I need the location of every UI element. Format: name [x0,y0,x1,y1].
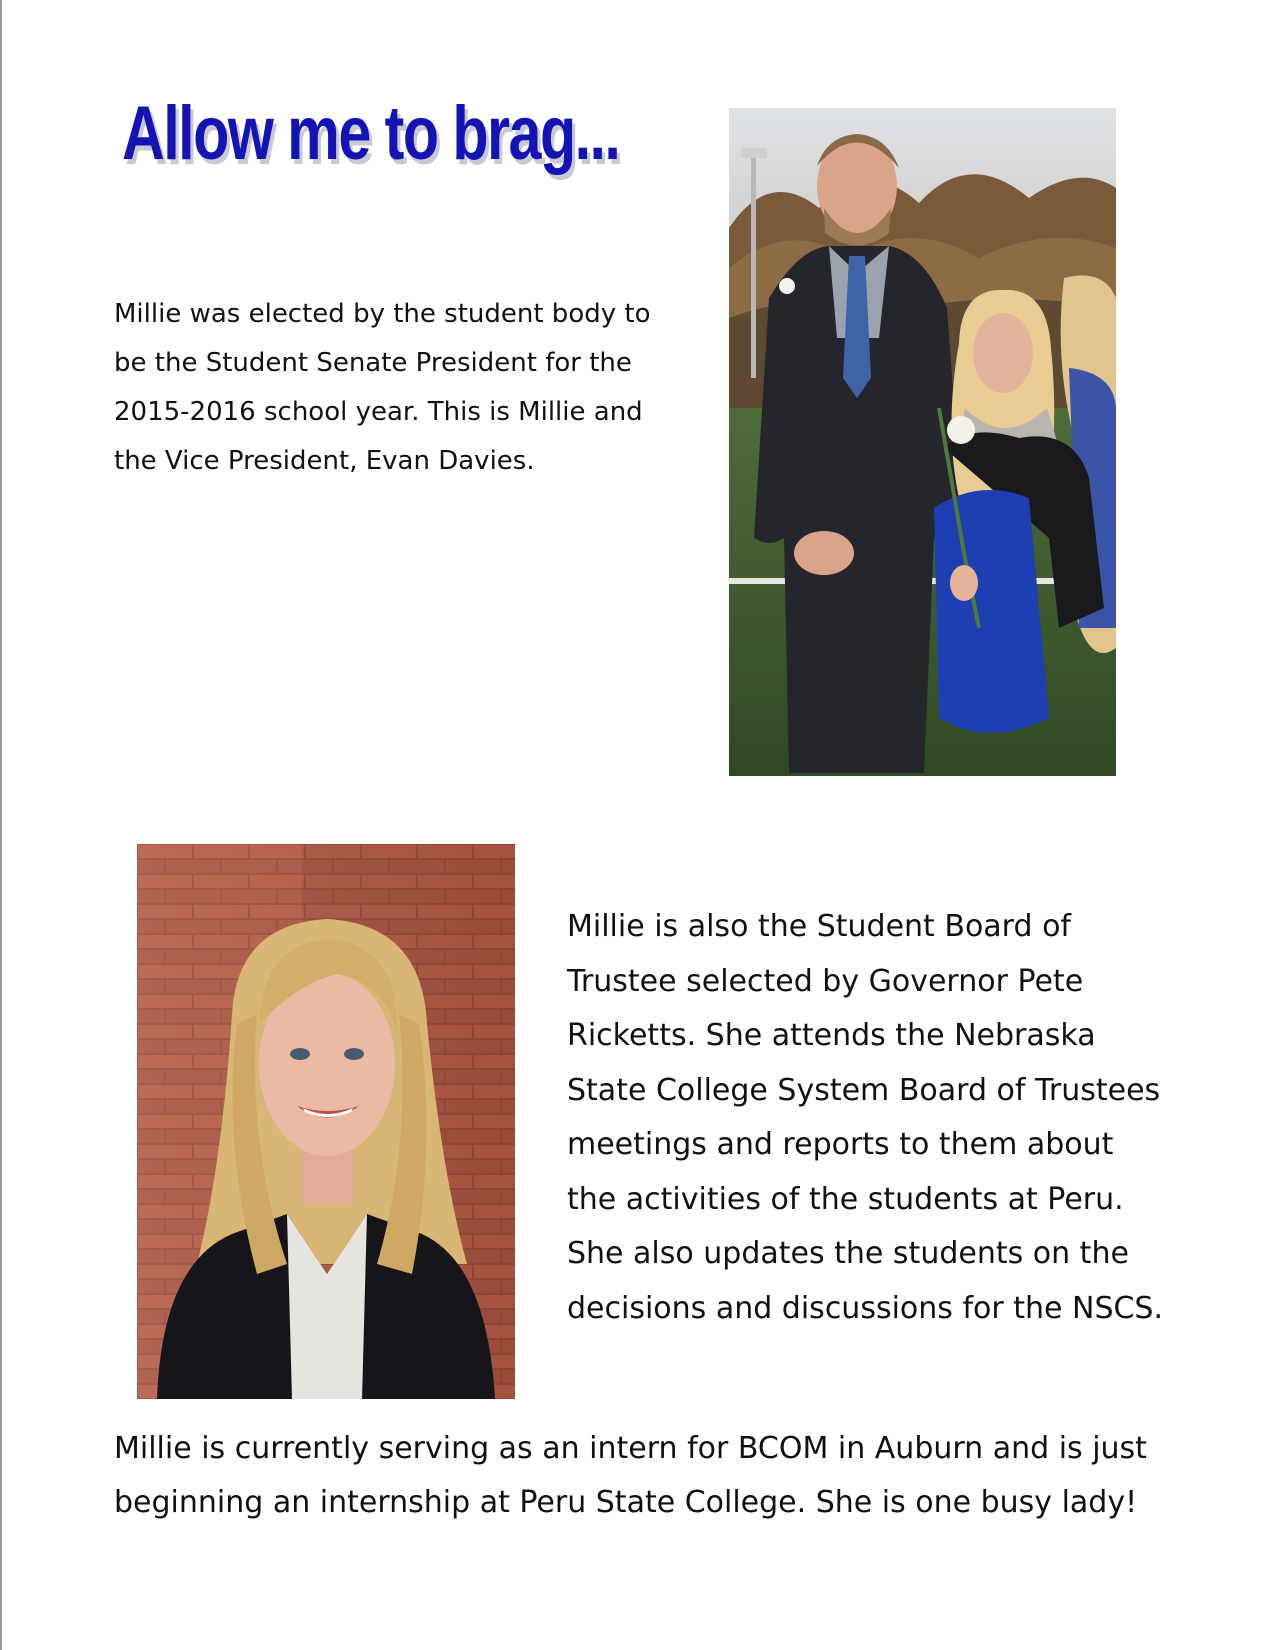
trustee-paragraph: Millie is also the Student Board of Trustee selected by Governor Pete Ricketts. She attends the Nebraska State College System Board of Trustees meetings and reports to them about the activities of the students at Peru. She also updates the students on the decisions and discussions for the NSCS. [567,909,1164,1326]
page-edge-line [0,0,2,1650]
internship-paragraph: Millie is currently serving as an intern for BCOM in Auburn and is just beginning an internship at Peru State College. She is one busy lady! [114,1431,1147,1520]
senate-paragraph: Millie was elected by the student body to be the Student Senate President for the 2015-2016 school year. This is Millie and the Vice President, Evan Davies. [114,299,651,476]
portrait-photo [137,844,515,1399]
page-title: Allow me to brag... [122,91,620,176]
senate-photo [729,108,1116,776]
